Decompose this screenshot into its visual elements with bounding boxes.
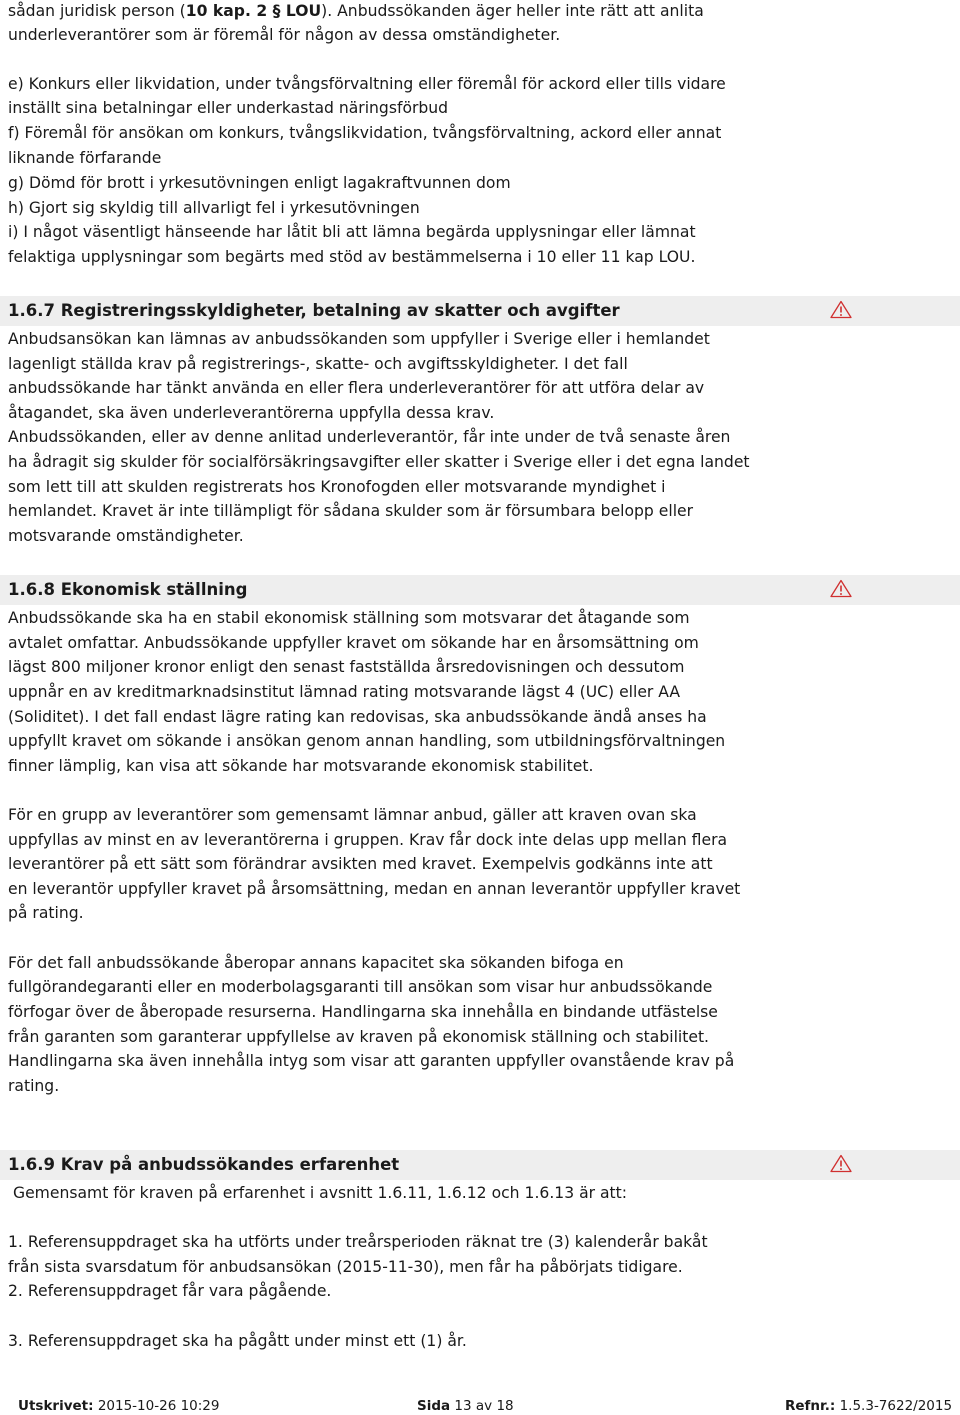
warning-triangle-icon	[830, 579, 852, 598]
paragraph-line: hemlandet. Kravet är inte tillämpligt för sådana skulder som är försumbara belopp eller	[8, 502, 694, 520]
paragraph-line: uppnår en av kreditmarknadsinstitut lämnad rating motsvarande lägst 4 (UC) eller AA	[8, 683, 681, 701]
footer-label: Refnr.:	[785, 1398, 836, 1414]
list-item-cont: från sista svarsdatum för anbudsansökan (2015-11-30), men får ha påbörjats tidigare.	[8, 1258, 683, 1276]
footer-page	[417, 1397, 514, 1415]
list-item: 3. Referensuppdraget ska ha pågått under minst ett (1) år.	[8, 1332, 467, 1350]
paragraph-line: ha ådragit sig skulder för socialförsäkringsavgifter eller skatter i Sverige eller i det egna landet	[8, 453, 750, 471]
paragraph-line: anbudssökande har tänkt använda en eller flera underleverantörer för att utföra delar av	[8, 379, 705, 397]
footer-label: Sida	[417, 1398, 451, 1414]
list-item: 1. Referensuppdraget ska ha utförts under treårsperioden räknat tre (3) kalenderår bakåt	[8, 1233, 708, 1251]
law-reference: LOU	[280, 2, 322, 20]
list-item-e: e) Konkurs eller likvidation, under tvångsförvaltning eller föremål för ackord eller tills vidare	[8, 75, 726, 93]
paragraph-line: Gemensamt för kraven på erfarenhet i avsnitt 1.6.11, 1.6.12 och 1.6.13 är att:	[13, 1184, 628, 1202]
section-heading: 1.6.9 Krav på anbudssökandes erfarenhet	[8, 1155, 400, 1174]
paragraph-line: lägst 800 miljoner kronor enligt den senast fastställda årsredovisningen och dessutom	[8, 658, 685, 676]
footer-value: 1.5.3-7622/2015	[835, 1398, 953, 1414]
paragraph-line: lagenligt ställda krav på registrerings-, skatte- och avgiftsskyldigheter. I det fall	[8, 355, 628, 373]
section-header-1-6-8	[0, 575, 960, 605]
section-header-1-6-7	[0, 296, 960, 326]
paragraph-line: (Soliditet). I det fall endast lägre rating kan redovisas, ska anbudssökande ändå anses ha	[8, 708, 707, 726]
list-item: 2. Referensuppdraget får vara pågående.	[8, 1282, 332, 1300]
paragraph-line: från garanten som garanterar uppfyllelse av kraven på ekonomisk ställning och stabilitet.	[8, 1028, 710, 1046]
paragraph-line: fullgörandegaranti eller en moderbolagsgaranti till ansökan som visar hur anbudssökande	[8, 978, 713, 996]
paragraph-line: uppfyllas av minst en av leverantörerna i gruppen. Krav får dock inte delas upp mellan flera	[8, 831, 728, 849]
paragraph-line: Anbudsansökan kan lämnas av anbudssökanden som uppfyller i Sverige eller i hemlandet	[8, 330, 710, 348]
list-item-g: g) Dömd för brott i yrkesutövningen enligt lagakraftvunnen dom	[8, 174, 511, 192]
paragraph-line: finner lämplig, kan visa att sökande har motsvarande ekonomisk stabilitet.	[8, 757, 594, 775]
paragraph-line: För en grupp av leverantörer som gemensamt lämnar anbud, gäller att kraven ovan ska	[8, 806, 697, 824]
paragraph-line: en leverantör uppfyller kravet på årsomsättning, medan en annan leverantör uppfyller kravet	[8, 880, 741, 898]
section-heading: 1.6.7 Registreringsskyldigheter, betalning av skatter och avgifter	[8, 301, 620, 320]
section-heading: 1.6.8 Ekonomisk ställning	[8, 580, 248, 599]
list-item-e-cont: inställt sina betalningar eller underkastad näringsförbud	[8, 99, 449, 117]
section-sign: §	[272, 2, 281, 20]
paragraph-line: motsvarande omständigheter.	[8, 527, 244, 545]
list-item-h: h) Gjort sig skyldig till allvarligt fel i yrkesutövningen	[8, 199, 420, 217]
paragraph-line: Handlingarna ska även innehålla intyg som visar att garanten uppfyller ovanstående krav på	[8, 1052, 735, 1070]
paragraph-line: på rating.	[8, 904, 84, 922]
text: ). Anbudssökanden äger heller inte rätt att anlita	[321, 2, 704, 20]
paragraph-line: förfogar över de åberopade resurserna. Handlingarna ska innehålla en bindande utfästelse	[8, 1003, 718, 1021]
footer-printed	[18, 1397, 219, 1415]
paragraph-line: underleverantörer som är föremål för någon av dessa omständigheter.	[8, 26, 561, 44]
list-item-f: f) Föremål för ansökan om konkurs, tvångslikvidation, tvångsförvaltning, ackord eller annat	[8, 124, 722, 142]
paragraph-line: uppfyllt kravet om sökande i ansökan genom annan handling, som utbildningsförvaltningen	[8, 732, 726, 750]
footer-value: 2015-10-26 10:29	[93, 1398, 220, 1414]
paragraph-line: rating.	[8, 1077, 60, 1095]
warning-triangle-icon	[830, 1154, 852, 1173]
paragraph-line: åtagandet, ska även underleverantörerna uppfylla dessa krav.	[8, 404, 495, 422]
list-item-i-cont: felaktiga upplysningar som begärts med stöd av bestämmelserna i 10 eller 11 kap LOU.	[8, 248, 696, 266]
footer-value: 13 av 18	[450, 1398, 514, 1414]
footer-ref	[785, 1397, 952, 1415]
law-reference: 10 kap. 2	[185, 2, 273, 20]
paragraph-line	[8, 1, 704, 21]
list-item-i: i) I något väsentligt hänseende har låtit bli att lämna begärda upplysningar eller lämnat	[8, 223, 696, 241]
text: sådan juridisk person (	[8, 2, 186, 20]
list-item-f-cont: liknande förfarande	[8, 149, 162, 167]
paragraph-line: som lett till att skulden registrerats hos Kronofogden eller motsvarande myndighet i	[8, 478, 666, 496]
paragraph-line: leverantörer på ett sätt som förändrar avsikten med kravet. Exempelvis godkänns inte att	[8, 855, 713, 873]
warning-triangle-icon	[830, 300, 852, 319]
paragraph-line: avtalet omfattar. Anbudssökande uppfyller kravet om sökande har en årsomsättning om	[8, 634, 699, 652]
paragraph-line: För det fall anbudssökande åberopar annans kapacitet ska sökanden bifoga en	[8, 954, 624, 972]
section-header-1-6-9	[0, 1150, 960, 1180]
paragraph-line: Anbudssökande ska ha en stabil ekonomisk ställning som motsvarar det åtagande som	[8, 609, 690, 627]
footer-label: Utskrivet:	[18, 1398, 94, 1414]
paragraph-line: Anbudssökanden, eller av denne anlitad underleverantör, får inte under de två senaste åren	[8, 428, 731, 446]
